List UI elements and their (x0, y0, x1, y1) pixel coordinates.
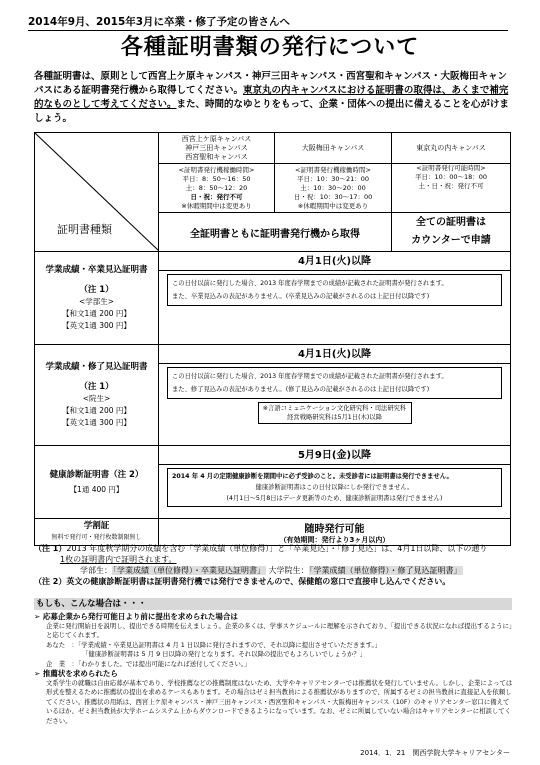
row-price-english: 【英文1通 300 円】 (62, 418, 131, 427)
intro-text-3: また、時間的なゆとりをもって、企業・団体への提出に備えることを心がけましょう。 (34, 99, 509, 124)
issue-date: 5月9日(金)以降 (159, 446, 510, 465)
row-grades-undergrad-content (159, 252, 511, 345)
info-line-2: 健康診断証明書はこの日付以降にしか発行できません。 (255, 484, 414, 491)
campus-header-main (159, 133, 275, 164)
exception-line-1: ※言語コミュニケーション文化研究科・司法研究科 (262, 405, 407, 412)
note-1-heading: （注 1） (34, 544, 67, 553)
info-box (167, 468, 502, 507)
info-line-1: この日付以前に発行した場合、2013 年度春学期までの成績が記載された証明書が発行されます。 (172, 280, 448, 287)
hours-holiday: 日・祝：10：30〜17：00 (293, 192, 373, 201)
row-price-japanese: 【和文1通 200 円】 (62, 309, 131, 318)
row-grades-grad-label (35, 345, 159, 446)
info-box (167, 367, 502, 399)
row-student-discount-label (35, 519, 159, 546)
target-audience-line: 2014年9月、2015年3月に卒業・修了予定の皆さんへ (28, 14, 508, 31)
note-1-grad-label: 大学院生： (268, 566, 309, 575)
note-1-line-3 (34, 565, 514, 576)
row-student-discount-content (159, 519, 511, 546)
hours-heading: <証明書発行可能時間> (416, 164, 486, 172)
row-price: 【1通 400 円】 (69, 484, 124, 494)
row-sub: 無料で発行可・発行枚数制限無し (51, 534, 142, 541)
row-label: 学割証 (83, 521, 110, 531)
hours-holiday: 土・日・祝：発行不可 (418, 182, 484, 190)
counter-text-2: カウンターで申請 (411, 235, 491, 246)
note-1 (34, 543, 514, 554)
certificate-type-label: 証明書種類 (57, 223, 112, 236)
hours-osaka (275, 164, 392, 213)
table-corner-cell (35, 133, 159, 252)
note-1-text-a: 2013 年度秋学期分の成績を含む「学業成績（単位修得）」と「卒業見込」・「修了見込」は、4月1日以降、以下の通り (66, 544, 488, 553)
intro-text-2: 東京丸の内キャンパスにおける証明書の取得は、あくまで補完的なものとして考えてください。 (34, 85, 509, 110)
intro-text-1: 各種証明書は、原則として西宮上ケ原キャンパス・神戸三田キャンパス・西宮聖和キャンパス・大阪梅田キャンパスにある証明書発行機から取得してください。 (34, 71, 508, 96)
row-health-label (35, 446, 159, 519)
info-line-2: また、卒業見込みの表記がありません。(卒業見込みの記載がされるのは上記日付以降です) (172, 293, 430, 300)
row-note: （注 1） (79, 382, 114, 392)
faq-section (34, 612, 514, 726)
exception-line-2: 経営戦略研究科は5月1日(木)以降 (287, 414, 382, 421)
info-line-2: また、修了見込みの表記がありません。(修了見込みの記載がされるのは上記日付以降です) (172, 386, 430, 393)
hours-heading: <証明書発行機稼働時間> (178, 165, 255, 174)
info-line-1: 2014 年 4 月の定期健康診断を期間中に必ず受診のこと。未受診者には証明書は発行できません。 (172, 473, 453, 480)
info-line-1: この日付以前に発行した場合、2013 年度春学期までの成績が記載された証明書が発行されます。 (172, 373, 448, 380)
issue-date: 4月1日(火)以降 (159, 345, 510, 364)
row-grades-grad-content (159, 345, 511, 446)
note-1-text-b: 1枚の証明書内で証明されます。 (60, 555, 177, 564)
hours-saturday: 土：8：50〜12：20 (185, 183, 248, 192)
note-2-text: 英文の健康診断証明書は証明書発行機では発行できませんので、保健館の窓口で直接申し込んでください。 (66, 577, 451, 586)
row-price-japanese: 【和文1通 200 円】 (62, 406, 131, 415)
faq-answer-1c: 「健康診断証明書は 5 月 9 日以降の発行となります。それ以降の提出でもよろしいでしょうか？」 (82, 650, 367, 658)
info-box (167, 274, 502, 306)
note-1-undergrad-cert: 「学業成績（単位修得）・卒業見込証明書」 (113, 566, 265, 575)
hours-note: ※休暇期間中は変更あり (181, 201, 252, 210)
row-sub: <院生> (82, 394, 111, 403)
campus-header-tokyo: 東京丸の内キャンパス (392, 133, 511, 164)
hours-holiday: 日・祝：発行不可 (190, 192, 243, 201)
speaker-you: あなた ： (46, 640, 78, 649)
campus-nishinomiya-uegahara: 西宮上ケ原キャンパス (181, 134, 252, 143)
hours-weekday: 平日：10：00〜18：00 (414, 173, 488, 181)
faq-heading: もしも、こんな場合は・・・ (34, 598, 512, 610)
row-label: 健康診断証明書（注 2） (49, 469, 144, 480)
all-certificates-machine: 全証明書ともに証明書発行機から取得 (159, 213, 392, 252)
note-1-line-2 (34, 554, 514, 565)
validity-note: （有効期間：発行より3ヶ月以内） (279, 535, 390, 544)
row-sub: <学部生> (78, 297, 115, 306)
intro-paragraph (34, 70, 510, 126)
note-1-grad-cert: 「学業成績（単位修得）・修了見込証明書」 (309, 566, 462, 575)
note-2 (34, 576, 514, 587)
row-health-content (159, 446, 511, 519)
row-price-english: 【英文1通 300 円】 (62, 321, 131, 330)
faq-answer-1d (34, 660, 514, 670)
reply-line-1: 「学業成績・卒業見込証明書は 4 月 1 日以降に発行されますので、それ以降に提出させていただきます。」 (77, 640, 382, 649)
hours-heading: <証明書発行機稼働時間> (295, 165, 371, 174)
info-line-3: (4月1日〜5月8日はデータ更新等のため、健康診断証明書は発行できません) (226, 495, 443, 502)
counter-text-1: 全ての証明書は (416, 217, 486, 228)
row-grades-undergrad-label (35, 252, 159, 345)
note-2-heading: （注 2） (34, 577, 67, 586)
campus-header-osaka: 大阪梅田キャンパス (275, 133, 392, 164)
speaker-company: 企 業 ： (46, 659, 78, 668)
campus-kobe-sanda: 神戸三田キャンパス (185, 143, 248, 152)
faq-question-1: ➢ 応募企業から発行可能日より前に提出を求められた場合は (34, 612, 238, 621)
row-note: （注 1） (79, 285, 114, 295)
faq-answer-1b (34, 641, 514, 651)
hours-weekday: 平日：10：30〜21：00 (296, 174, 370, 183)
note-1-undergrad-label: 学部生： (80, 566, 112, 575)
hours-main (159, 164, 275, 213)
issue-availability: 随時発行可能 (304, 523, 365, 535)
hours-note: ※休暇期間中は変更あり (297, 201, 369, 210)
footnotes (34, 543, 514, 587)
faq-answer-1a: 企業に発行開始日を説明し、提出できる時期を伝えましょう。企業の多くは、学事スケジュールに理解を示されており、「提出できる状況になれば提出するように」と応じてくれます。 (46, 621, 513, 639)
issue-date: 4月1日(火)以降 (159, 252, 510, 271)
hours-tokyo (392, 164, 511, 213)
row-label: 学業成績・卒業見込証明書 (45, 265, 148, 275)
row-label: 学業成績・修了見込証明書 (45, 362, 148, 372)
footer-date-issuer: 2014．1．21 関西学院大学キャリアセンター (360, 749, 510, 757)
hours-saturday: 土：10：30〜20：00 (300, 183, 366, 192)
counter-request-cell (392, 213, 511, 252)
page-title: 各種証明書類の発行について (120, 35, 420, 60)
graduate-school-exception (258, 402, 412, 424)
hours-weekday: 平日：8：50〜16：50 (182, 174, 251, 183)
certificate-table (34, 132, 511, 546)
faq-answer-2: 文系学生の就職は自由応募が基本であり、学校推薦などの推薦制度はないため、大学やキャリアセンターでは推薦状を発行していません。しかし、企業によっては形式を整えるために推薦状の提出を求めるケースもあります。その場合はゼミ担当教員による推薦状がありますので、所属するゼミの担当教員に直接記入を依頼してください。推薦状の用紙は、西宮上ケ原キャンパス・神戸三田キャンパス・西宮聖和キャンパス・大阪梅田キャンパス（10F）のキャリアセンター窓口に備えているほか、ゼミ担当教員が大学ホームシステム上からダウンロードできるようになっています。なお、ゼミに所属していない場合はキャリアセンターに相談してください。 (46, 678, 513, 725)
faq-question-2: ➢ 推薦状を求められたら (34, 669, 118, 678)
campus-nishinomiya-seiwa: 西宮聖和キャンパス (185, 152, 248, 161)
reply-line-2: 「わかりました。では提出可能になれば送付してください。」 (77, 659, 251, 668)
